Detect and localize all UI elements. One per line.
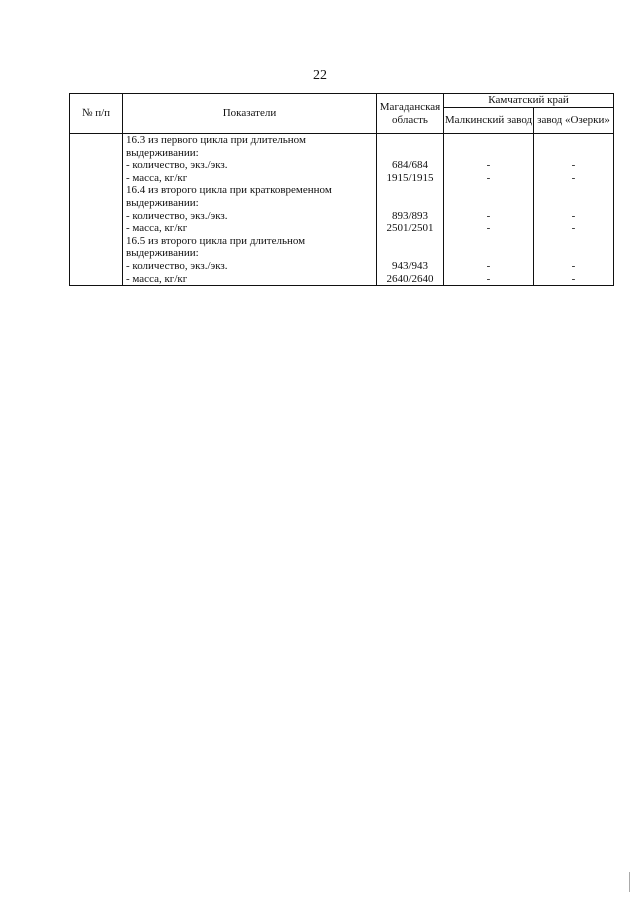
magadan-value: 2640/2640 (386, 272, 434, 285)
malkinsky-column (444, 134, 534, 286)
header-malkinsky: Малкинский завод (444, 108, 534, 134)
malkinsky-value (444, 134, 533, 147)
ozerki-value (534, 134, 613, 147)
page-number: 22 (313, 68, 327, 83)
ozerki-value (534, 197, 613, 210)
malkinsky-value (444, 184, 533, 197)
indicator-line: 16.3 из первого цикла при длительном (126, 134, 306, 146)
indicator-line: - масса, кг/кг (126, 222, 188, 235)
malkinsky-value: - (486, 159, 491, 172)
indicator-line: - масса, кг/кг (126, 272, 188, 285)
table-row (70, 134, 614, 286)
magadan-value: 893/893 (391, 209, 429, 222)
magadan-value (377, 247, 443, 260)
magadan-column (377, 134, 444, 286)
magadan-value (377, 134, 443, 147)
ozerki-value: - (571, 222, 576, 235)
indicator-line: - количество, экз./экз. (126, 159, 228, 172)
magadan-value: 2501/2501 (386, 222, 434, 235)
malkinsky-value (444, 147, 533, 160)
indicator-line: выдерживании: (126, 196, 199, 209)
malkinsky-value (444, 247, 533, 260)
magadan-value (377, 184, 443, 197)
malkinsky-value: - (486, 171, 491, 184)
magadan-value (377, 197, 443, 210)
malkinsky-value: - (486, 272, 491, 285)
indicator-line: выдерживании: (126, 247, 199, 260)
magadan-value: 684/684 (391, 159, 429, 172)
header-magadan: Магаданская область (377, 94, 444, 134)
indicator-line: - количество, экз./экз. (126, 259, 228, 272)
indicator-line: 16.4 из второго цикла при кратковременном (126, 184, 332, 197)
malkinsky-value (444, 197, 533, 210)
malkinsky-value: - (486, 222, 491, 235)
header-kamchatka: Камчатский край (444, 94, 614, 108)
ozerki-value (534, 247, 613, 260)
ozerki-column (534, 134, 614, 286)
malkinsky-value: - (486, 259, 491, 272)
header-num: № п/п (70, 94, 123, 134)
indicator-line: 16.5 из второго цикла при длительном (126, 234, 306, 247)
ozerki-value: - (571, 209, 576, 222)
ozerki-value (534, 235, 613, 248)
magadan-value: 943/943 (391, 259, 429, 272)
indicators-table (69, 93, 614, 286)
indicator-line: - количество, экз./экз. (126, 209, 228, 222)
ozerki-value: - (571, 171, 576, 184)
header-ozerki: завод «Озерки» (534, 108, 614, 134)
magadan-value: 1915/1915 (386, 171, 434, 184)
malkinsky-value: - (486, 209, 491, 222)
indicator-line: выдерживании: (126, 146, 199, 159)
magadan-value (377, 235, 443, 248)
ozerki-value: - (571, 159, 576, 172)
ozerki-value: - (571, 272, 576, 285)
indicator-column (123, 134, 377, 286)
scan-margin-mark (629, 872, 632, 892)
ozerki-value (534, 147, 613, 160)
magadan-value (377, 147, 443, 160)
ozerki-value (534, 184, 613, 197)
ozerki-value: - (571, 259, 576, 272)
indicator-line: - масса, кг/кг (126, 171, 188, 184)
header-indicators: Показатели (123, 94, 377, 134)
num-cell (70, 134, 123, 286)
malkinsky-value (444, 235, 533, 248)
